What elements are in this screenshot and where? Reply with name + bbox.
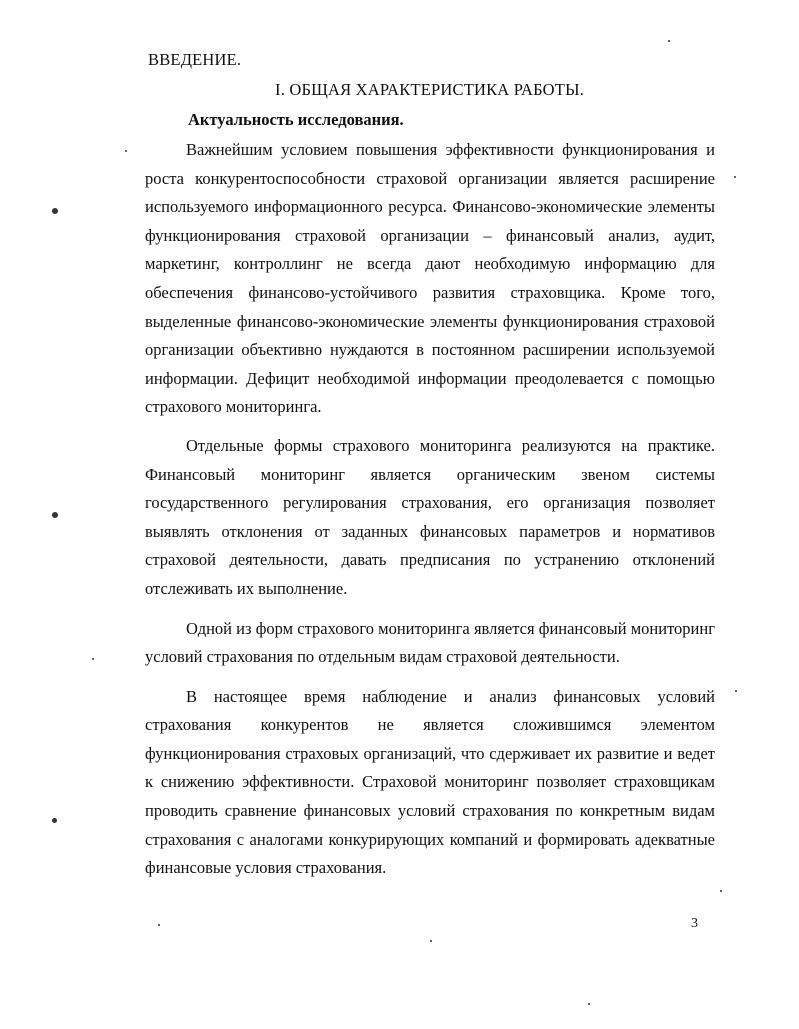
body-text [145, 136, 715, 883]
subheading: Актуальность исследования. [188, 110, 404, 129]
scan-speck [668, 40, 670, 42]
scan-speck [52, 208, 58, 214]
paragraph: Отдельные формы страхового мониторинга реализуются на практике. Финансовый мониторинг является органическим звеном системы государственного регулирования страхования, его организация позволяет выявлять отклонения от заданных финансовых параметров и нормативов страховой деятельности, давать предписания по устранению отклонений отслеживать их выполнение. [145, 435, 715, 598]
scan-speck [52, 512, 58, 518]
scan-speck [720, 890, 722, 892]
scan-speck [430, 940, 432, 942]
scan-speck [125, 150, 127, 152]
scan-speck [158, 924, 160, 926]
intro-heading: ВВЕДЕНИЕ. [148, 50, 242, 69]
paragraph: Одной из форм страхового мониторинга является финансовый мониторинг условий страхования по отдельным видам страховой деятельности. [145, 618, 715, 667]
scan-speck [735, 690, 737, 692]
scan-speck [92, 658, 94, 660]
scan-speck [52, 818, 57, 823]
section-title: I. ОБЩАЯ ХАРАКТЕРИСТИКА РАБОТЫ. [275, 80, 584, 99]
scan-speck [588, 1003, 590, 1005]
paragraph: Важнейшим условием повышения эффективности функционирования и роста конкурентоспособности страховой организации является расширение используемого информационного ресурса. Финансово-экономические элементы функционирования страховой организации – финансовый анализ, аудит, маркетинг, контроллинг не всегда дают необходимую информацию для обеспечения финансово-устойчивого развития страховщика. Кроме того, выделенные финансово-экономические элементы функционирования страховой организации объективно нуждаются в постоянном расширении используемой информации. Дефицит необходимой информации преодолевается с помощью страхового мониторинга. [145, 140, 715, 417]
paragraph: В настоящее время наблюдение и анализ финансовых условий страхования конкурентов не является сложившимся элементом функционирования страховых организаций, что сдерживает их развитие и ведет к снижению эффективности. Страховой мониторинг позволяет страховщикам проводить сравнение финансовых условий страхования по конкретным видам страхования с аналогами конкурирующих компаний и формировать адекватные финансовые условия страхования. [145, 686, 715, 878]
scan-speck [734, 176, 736, 178]
page-number: 3 [691, 916, 698, 931]
